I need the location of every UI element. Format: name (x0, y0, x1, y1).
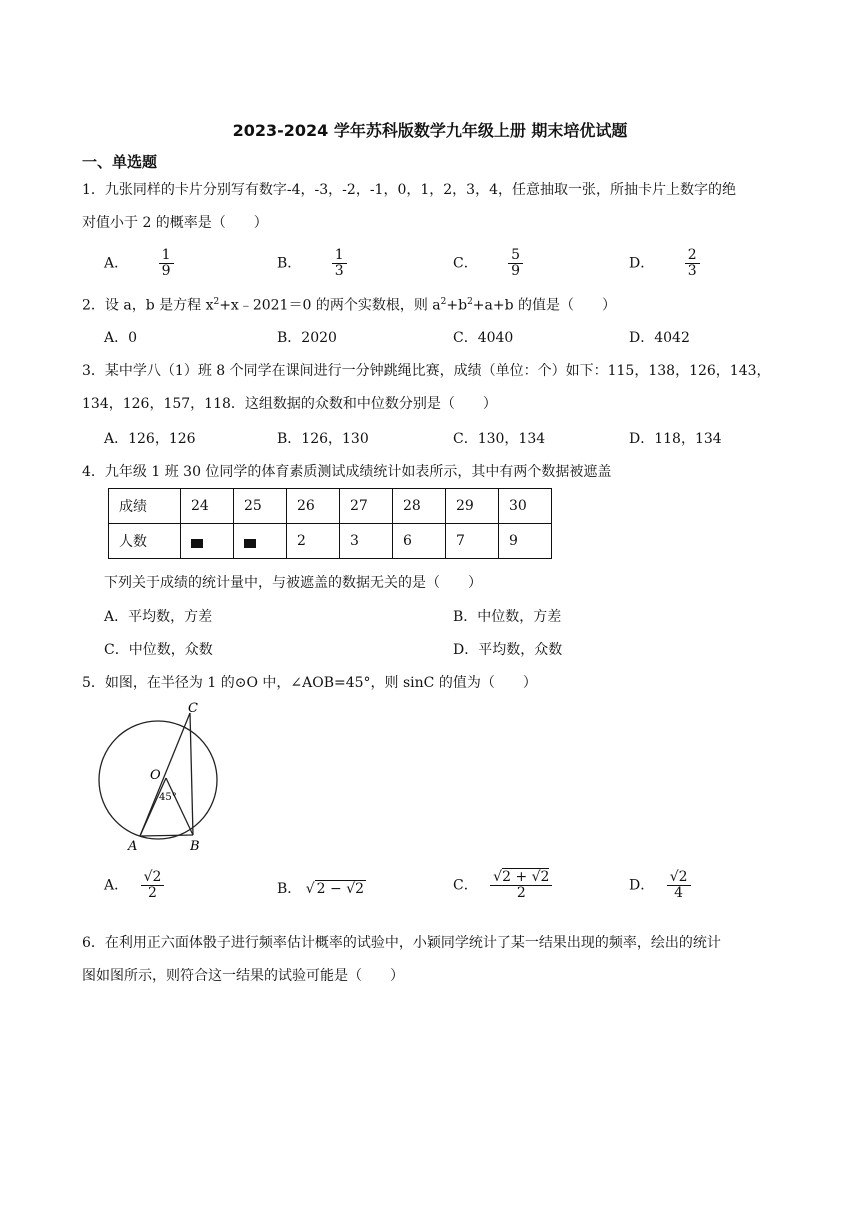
q1-option-b: B． $\frac{1}{3}$ (277, 248, 347, 279)
table-cell: 30 (499, 489, 552, 524)
q3-line2: 134，126，157，118．这组数据的众数和中位数分别是（ ） (82, 396, 497, 412)
table-cell: 人数 (109, 524, 181, 559)
redaction-block (191, 539, 203, 548)
q6-line1: 6．在利用正六面体骰子进行频率估计概率的试验中，小颖同学统计了某一结果出现的频率，绘出的统计 (82, 935, 721, 951)
table-cell: 27 (340, 489, 393, 524)
radius-ob (166, 778, 193, 835)
q2-option-d: D．4042 (629, 330, 690, 346)
q3-option-b: B．126，130 (277, 431, 369, 447)
chord-ab (140, 835, 193, 836)
table-cell: 25 (234, 489, 287, 524)
q4-line1: 4．九年级 1 班 30 位同学的体育素质测试成绩统计如表所示，其中有两个数据被遮盖 (82, 464, 612, 480)
fraction: $\frac{2}{3}$ (685, 248, 700, 279)
q4-line2: 下列关于成绩的统计量中，与被遮盖的数据无关的是（ ） (104, 575, 482, 591)
sqrt-expression: √ 2 − √2 (305, 881, 365, 897)
label-b: B (190, 839, 200, 854)
q3-line1: 3．某中学八（1）班 8 个同学在课间进行一分钟跳绳比赛，成绩（单位：个）如下：115，138，126，143， (82, 363, 771, 379)
section-heading: 一、单选题 (82, 153, 158, 171)
fraction: $\frac{5}{9}$ (508, 248, 523, 279)
q5-option-d: D． $\frac{√2}{4}$ (629, 870, 691, 901)
table-cell: 成绩 (109, 489, 181, 524)
table-cell: 29 (446, 489, 499, 524)
table-cell: 7 (446, 524, 499, 559)
q5-line1: 5．如图，在半径为 1 的⊙O 中，∠AOB=45°，则 sinC 的值为（ ） (82, 675, 537, 691)
radius-oa (140, 778, 166, 836)
fraction: $\frac{1}{9}$ (159, 248, 174, 279)
q5-option-b: B． √ 2 − √2 (277, 881, 365, 897)
table-cell (234, 524, 287, 559)
table-cell: 6 (393, 524, 446, 559)
label-o: O (150, 768, 161, 783)
q1-option-c: C． $\frac{5}{9}$ (453, 248, 523, 279)
table-row (109, 524, 552, 559)
q2-option-c: C．4040 (453, 330, 514, 346)
table-cell: 26 (287, 489, 340, 524)
q4-option-c: C．中位数，众数 (104, 642, 213, 658)
q4-option-a: A．平均数，方差 (104, 609, 213, 625)
q4-option-d: D．平均数，众数 (453, 642, 563, 658)
fraction: $\frac{√2}{4}$ (667, 870, 691, 901)
q6-line2: 图如图所示，则符合这一结果的试验可能是（ ） (82, 968, 404, 984)
redaction-block (244, 539, 256, 548)
q5-option-c: C． $\frac{√2 + √2}{2}$ (453, 870, 552, 901)
q3-option-c: C．130，134 (453, 431, 546, 447)
q2-line1: 2．设 a，b 是方程 $x^2+x﹣2021=0$ 的两个实数根，则 $a^2+b^2+a+b$ 的值是（ ） (82, 297, 617, 314)
table-cell: 9 (499, 524, 552, 559)
table-cell: 28 (393, 489, 446, 524)
q1-line2: 对值小于 2 的概率是（ ） (82, 215, 268, 231)
fraction: $\frac{1}{3}$ (332, 248, 347, 279)
label-a: A (128, 839, 138, 854)
q3-option-d: D．118，134 (629, 431, 722, 447)
q5-option-a: A． $\frac{√2}{2}$ (104, 870, 164, 901)
q1-option-a: A． $\frac{1}{9}$ (104, 248, 174, 279)
fraction: $\frac{√2 + √2}{2}$ (490, 870, 552, 901)
table-cell: 24 (181, 489, 234, 524)
table-cell: 3 (340, 524, 393, 559)
chord-ac (140, 713, 190, 836)
angle-label: 45° (159, 792, 177, 803)
q1-line1: 1．九张同样的卡片分别写有数字-4，-3，-2，-1，0，1，2，3，4，任意抽取一张，所抽卡片上数字的绝 (82, 182, 736, 198)
score-table (108, 488, 552, 559)
label-c: C (188, 701, 198, 716)
q2-option-b: B．2020 (277, 330, 337, 346)
table-cell: 2 (287, 524, 340, 559)
table-row (109, 489, 552, 524)
fraction: $\frac{√2}{2}$ (141, 870, 165, 901)
q3-option-a: A．126，126 (104, 431, 196, 447)
page-title: 2023-2024 学年苏科版数学九年级上册 期末培优试题 (232, 121, 628, 140)
q4-option-b: B．中位数，方差 (453, 609, 562, 625)
q1-option-d: D． $\frac{2}{3}$ (629, 248, 700, 279)
q2-option-a: A．0 (104, 330, 138, 346)
table-cell (181, 524, 234, 559)
circle-figure (96, 698, 226, 856)
